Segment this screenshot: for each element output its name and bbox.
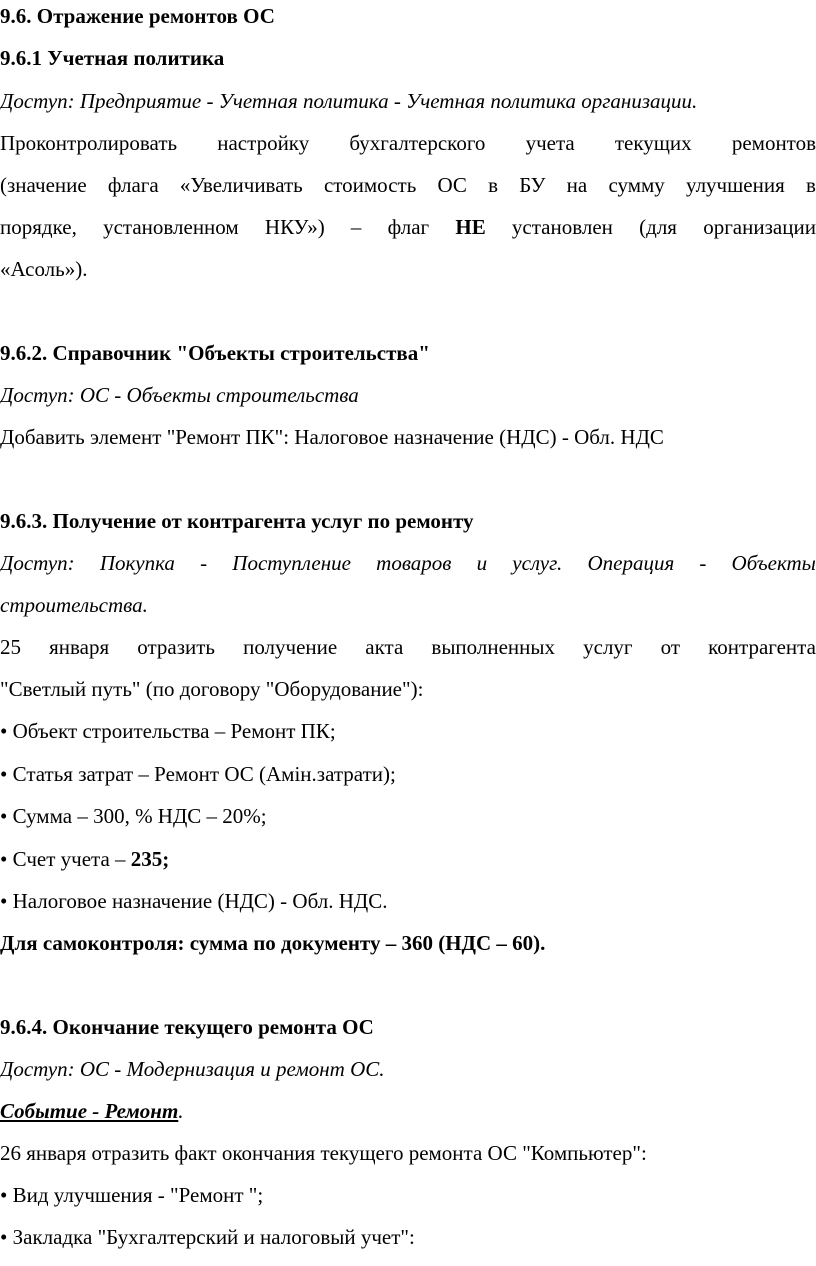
account-value: 235; — [130, 847, 170, 871]
access-path: Доступ: ОС - Модернизация и ремонт ОС. — [0, 1057, 385, 1081]
subsection-heading: 9.6.3. Получение от контрагента услуг по ремонту — [0, 509, 474, 533]
paragraph-line: 26 января отразить факт окончания текущего ремонта ОС "Компьютер": — [0, 1141, 647, 1165]
subsection-heading: 9.6.4. Окончание текущего ремонта ОС — [0, 1015, 374, 1039]
subsection-heading: 9.6.1 Учетная политика — [0, 46, 225, 70]
access-path: Доступ: ОС - Объекты строительства — [0, 383, 359, 407]
access-path: Доступ: Покупка - Поступление товаров и услуг. Операция - Объекты — [0, 551, 816, 575]
emphasis-not: НЕ — [455, 215, 486, 239]
list-item: • Закладка "Бухгалтерский и налоговый учет": — [0, 1225, 415, 1249]
access-path: строительства. — [0, 593, 148, 617]
list-item: • Статья затрат – Ремонт ОС (Амін.затрати); — [0, 762, 396, 786]
paragraph-line: "Светлый путь" (по договору "Оборудование"): — [0, 677, 424, 701]
access-path: Доступ: Предприятие - Учетная политика - Учетная политика организации. — [0, 89, 698, 113]
paragraph-line: «Асоль»). — [0, 257, 88, 281]
self-check-note: Для самоконтроля: сумма по документу – 360 (НДС – 60). — [0, 931, 546, 955]
list-item: • Вид улучшения - "Ремонт "; — [0, 1183, 264, 1207]
section-heading: 9.6. Отражение ремонтов ОС — [0, 4, 275, 28]
paragraph-line: Проконтролировать настройку бухгалтерского учета текущих ремонтов — [0, 131, 816, 155]
list-item: • Счет учета – 235; — [0, 847, 170, 871]
list-item: • Объект строительства – Ремонт ПК; — [0, 719, 336, 743]
subsection-heading: 9.6.2. Справочник "Объекты строительства" — [0, 341, 430, 365]
list-item: • Сумма – 300, % НДС – 20%; — [0, 804, 267, 828]
paragraph-line: 25 января отразить получение акта выполненных услуг от контрагента — [0, 635, 816, 659]
paragraph-line: (значение флага «Увеличивать стоимость ОС в БУ на сумму улучшения в — [0, 173, 816, 197]
paragraph-line: порядке, установленном НКУ») – флаг НЕ установлен (для организации — [0, 215, 816, 239]
event-label: Событие - Ремонт. — [0, 1099, 184, 1123]
paragraph-line: Добавить элемент "Ремонт ПК": Налоговое назначение (НДС) - Обл. НДС — [0, 425, 664, 449]
list-item: • Налоговое назначение (НДС) - Обл. НДС. — [0, 889, 388, 913]
